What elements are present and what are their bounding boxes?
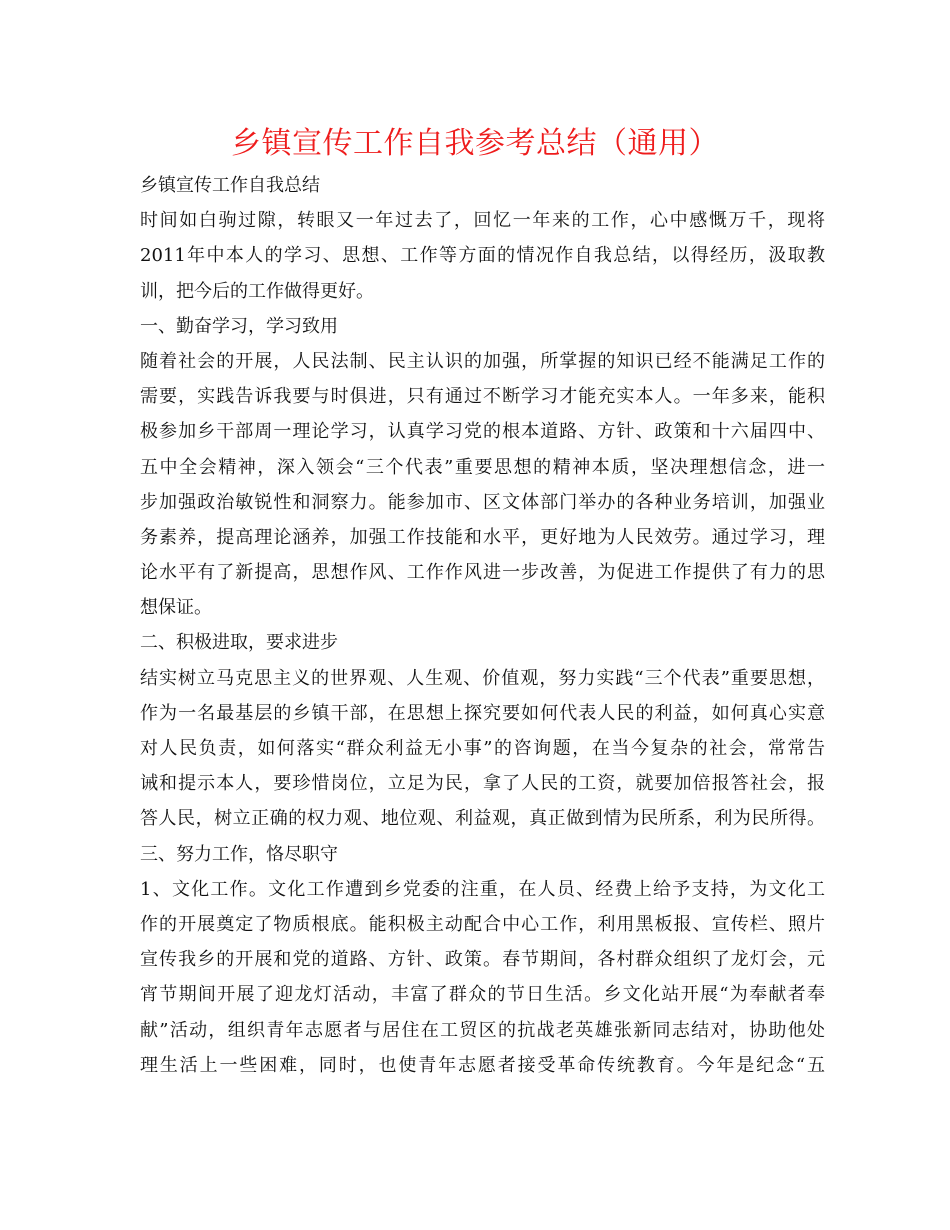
body-line: 二、积极进取，要求进步 [140,632,338,654]
body-line: 一、勤奋学习，学习致用 [140,315,338,337]
body-line: 训，把今后的工作做得更好。 [140,280,374,302]
body-line: 作为一名最基层的乡镇干部，在思想上探究要如何代表人民的利益，如何真心实意 [140,702,825,724]
body-line: 献”活动，组织青年志愿者与居住在工贸区的抗战老英雄张新同志结对，协助他处 [140,1019,825,1041]
body-line: 作的开展奠定了物质根底。能积极主动配合中心工作，利用黑板报、宣传栏、照片 [140,913,825,935]
body-line: 理生活上一些困难，同时，也使青年志愿者接受革命传统教育。今年是纪念“五 [140,1054,825,1076]
body-line: 步加强政治敏锐性和洞察力。能参加市、区文体部门举办的各种业务培训，加强业 [140,491,825,513]
body-line: 2011年中本人的学习、思想、工作等方面的情况作自我总结，以得经历，汲取教 [140,245,825,267]
body-line: 五中全会精神，深入领会“三个代表”重要思想的精神本质，坚决理想信念，进一 [140,456,825,478]
body-line: 结实树立马克思主义的世界观、人生观、价值观，努力实践“三个代表”重要思想， [140,667,825,689]
body-line: 乡镇宣传工作自我总结 [140,175,320,196]
body-line: 极参加乡干部周一理论学习，认真学习党的根本道路、方针、政策和十六届四中、 [140,421,825,443]
body-line: 宵节期间开展了迎龙灯活动，丰富了群众的节日生活。乡文化站开展“为奉献者奉 [140,984,825,1006]
body-line: 时间如白驹过隙，转眼又一年过去了，回忆一年来的工作，心中感慨万千，现将 [140,210,825,232]
body-line: 答人民，树立正确的权力观、地位观、利益观，真正做到情为民所系，利为民所得。 [140,808,825,830]
body-line: 务素养，提高理论涵养，加强工作技能和水平，更好地为人民效劳。通过学习，理 [140,526,825,548]
document-body [140,168,825,1083]
body-line: 对人民负责，如何落实“群众利益无小事”的咨询题，在当今复杂的社会，常常告 [140,738,825,759]
body-line: 1、文化工作。文化工作遭到乡党委的注重，在人员、经费上给予支持，为文化工 [140,878,825,900]
body-line: 随着社会的开展，人民法制、民主认识的加强，所掌握的知识已经不能满足工作的 [140,350,825,372]
body-line: 论水平有了新提高，思想作风、工作作风进一步改善，为促进工作提供了有力的思 [140,562,825,584]
document-title: 乡镇宣传工作自我参考总结（通用） [231,126,719,161]
body-line: 三、努力工作，恪尽职守 [140,843,338,865]
body-line: 需要，实践告诉我要与时俱进，只有通过不断学习才能充实本人。一年多来，能积 [140,386,825,408]
body-line: 想保证。 [140,597,212,619]
body-line: 宣传我乡的开展和党的道路、方针、政策。春节期间，各村群众组织了龙灯会，元 [140,949,825,971]
body-line: 诫和提示本人，要珍惜岗位，立足为民，拿了人民的工资，就要加倍报答社会，报 [140,773,825,795]
